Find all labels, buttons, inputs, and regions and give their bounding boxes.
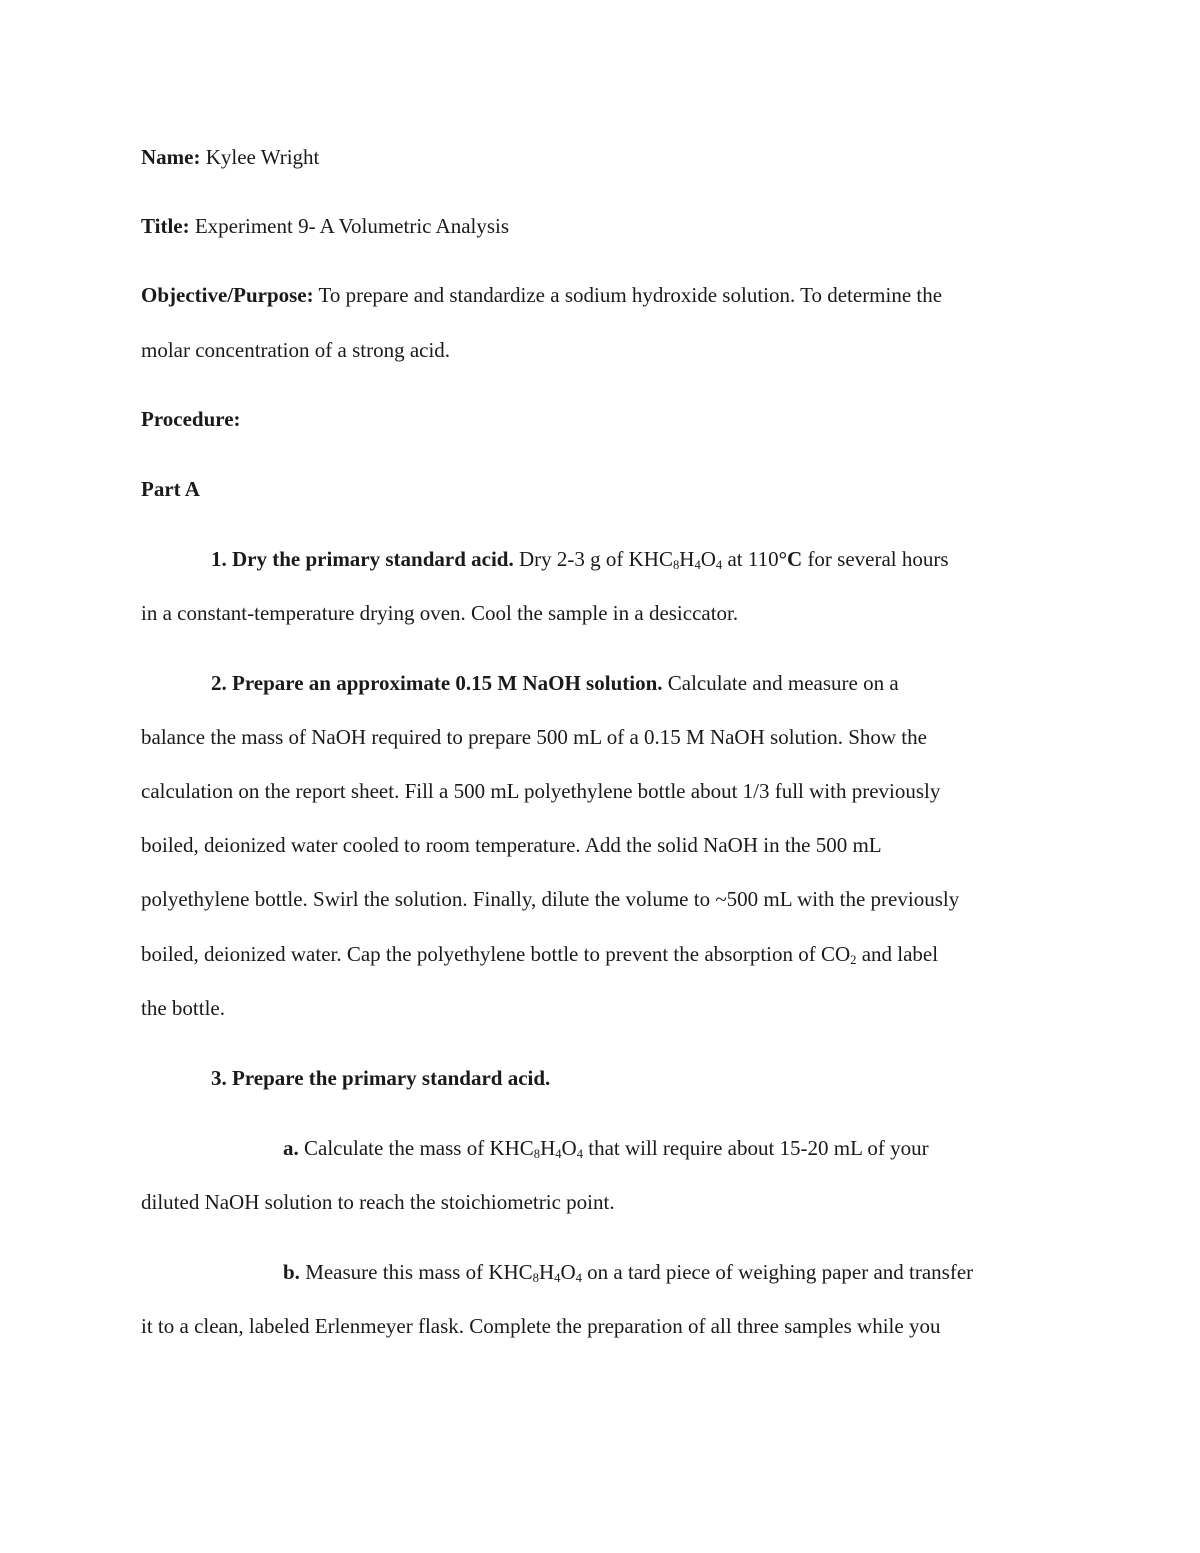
step2-line-1: 2. Prepare an approximate 0.15 M NaOH solution. Calculate and measure on a <box>211 671 899 695</box>
step3-lead: 3. Prepare the primary standard acid. <box>211 1066 551 1090</box>
name-value: Kylee Wright <box>205 145 320 169</box>
step1-line-2: in a constant-temperature drying oven. Cool the sample in a desiccator. <box>141 601 739 625</box>
step2-line-2: balance the mass of NaOH required to prepare 500 mL of a 0.15 M NaOH solution. Show the <box>141 725 927 749</box>
step2-lead: 2. Prepare an approximate 0.15 M NaOH solution. <box>211 671 663 695</box>
title-value: Experiment 9- A Volumetric Analysis <box>194 214 510 238</box>
title-line <box>141 212 509 240</box>
step3a-line-1: a. Calculate the mass of $KHC_8H_4O_4$ that will require about 15-20 mL of your <box>283 1136 929 1162</box>
part-a-heading: Part A <box>141 477 200 501</box>
step2-line-6: boiled, deionized water. Cap the polyethylene bottle to prevent the absorption of $CO_2$ and label <box>141 942 939 968</box>
step1-line-1: 1. Dry the primary standard acid. Dry 2-3 g of $KHC_8H_4O_4$ at 110°C for several hours <box>211 547 949 573</box>
step3a-label: a. <box>283 1136 299 1160</box>
step1-lead: 1. Dry the primary standard acid. <box>211 547 514 571</box>
objective-line-2 <box>141 336 450 364</box>
objective-text-2: molar concentration of a strong acid. <box>141 338 451 362</box>
step1-text-pre: Dry 2-3 g of KHC <box>519 547 673 571</box>
title-label: Title: <box>141 214 190 238</box>
name-line <box>141 143 319 171</box>
step2-line-7: the bottle. <box>141 996 225 1020</box>
step1-text-end: for several hours <box>807 547 949 571</box>
step3b-line-2: it to a clean, labeled Erlenmeyer flask. Complete the preparation of all three samples while you <box>141 1314 941 1338</box>
objective-line-1 <box>141 281 942 309</box>
step3a-line-2: diluted NaOH solution to reach the stoichiometric point. <box>141 1190 615 1214</box>
step3b-line-1: b. Measure this mass of $KHC_8H_4O_4$ on a tard piece of weighing paper and transfer <box>283 1260 974 1286</box>
step2-line-3: calculation on the report sheet. Fill a 500 mL polyethylene bottle about 1/3 full with previously <box>141 779 941 803</box>
objective-label: Objective/Purpose: <box>141 283 314 307</box>
step2-line-5: polyethylene bottle. Swirl the solution. Finally, dilute the volume to ~500 mL with the previously <box>141 887 960 911</box>
step1-text-post: at 110 <box>727 547 779 571</box>
step2-line-4: boiled, deionized water cooled to room temperature. Add the solid NaOH in the 500 mL <box>141 833 882 857</box>
name-label: Name: <box>141 145 201 169</box>
step3-line-1 <box>211 1064 550 1092</box>
degree-unit: °C <box>778 547 803 571</box>
step3b-label: b. <box>283 1260 300 1284</box>
objective-text-1: To prepare and standardize a sodium hydroxide solution. To determine the <box>318 283 943 307</box>
procedure-heading: Procedure: <box>141 407 241 431</box>
